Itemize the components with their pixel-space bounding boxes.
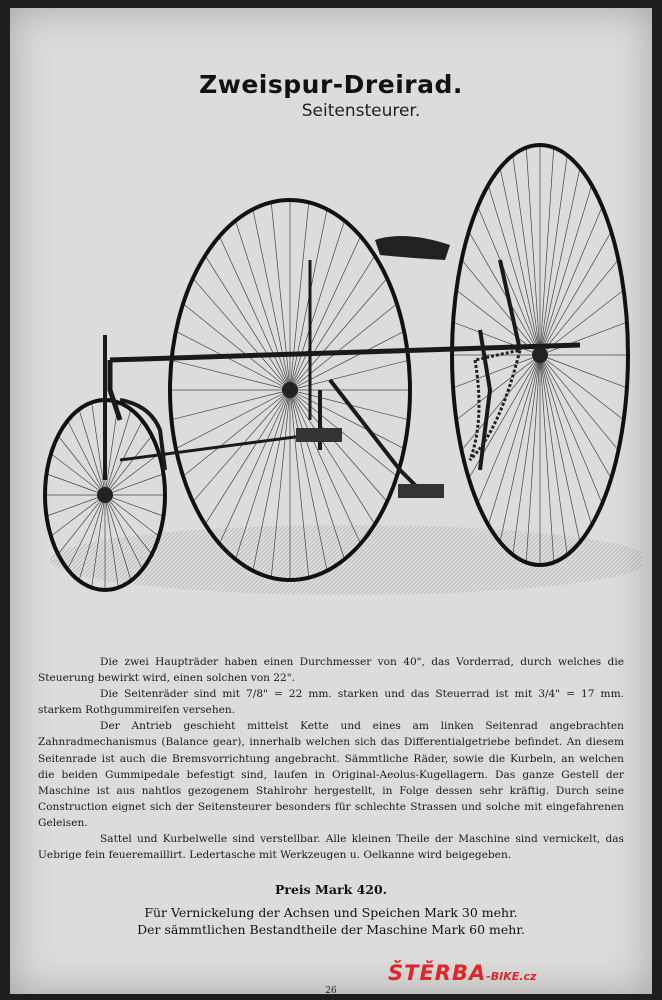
tricycle-illustration <box>20 130 642 600</box>
page-number: 26 <box>325 986 337 996</box>
description-text <box>38 654 624 863</box>
page-subtitle: Seitensteurer. <box>301 101 421 121</box>
description-paragraph: Die zwei Haupträder haben einen Durchmesser von 40", das Vorderrad, durch welches die Steuerung bewirkt wird, einen solchen von 22". <box>38 656 624 685</box>
right-pedal <box>398 484 444 498</box>
surcharge-line: Für Vernickelung der Achsen und Speichen Mark 30 mehr. <box>144 905 518 920</box>
watermark-main: ŠTĚRBA <box>388 961 487 985</box>
watermark-suffix: -BIKE.cz <box>486 970 537 983</box>
rear-left-wheel <box>170 200 410 580</box>
surcharge-line: Der sämmtlichen Bestandtheile der Maschine Mark 60 mehr. <box>137 922 525 937</box>
chain <box>470 350 520 460</box>
description-paragraph: Sattel und Kurbelwelle sind verstellbar. Alle kleinen Theile der Maschine sind vernickelt, das Uebrige fein feueremaillirt. Ledertasche mit Werkzeugen u. Oelkanne wird beigegeben. <box>38 833 624 862</box>
left-pedal <box>296 428 342 442</box>
description-paragraph: Der Antrieb geschieht mittelst Kette und eines am linken Seitenrad angebrachten Zahnradmechanismus (Balance gear), innerhalb welchen sich das Differentialgetriebe befindet. An diesem Seitenrade ist auch die Bremsvorrichtung angebracht. Sämmtliche Räder, sowie die Kurbeln, an welchen die beiden Gummipedale befestigt sind, laufen in Original-Aeolus-Kugellagern. Das ganze Gestell der Maschine ist aus nahtlos gezogenem Stahlrohr hergestellt, in Folge dessen sehr kräftig. Durch seine Construction eignet sich der Seitensteurer besonders für schlechte Strassen und solche mit eingefahrenen Geleisen. <box>38 720 624 829</box>
saddle <box>375 236 450 260</box>
page-title: Zweispur-Dreirad. <box>199 70 463 99</box>
rear-right-wheel <box>452 145 628 565</box>
price-line: Preis Mark 420. <box>274 882 388 897</box>
watermark <box>388 961 536 985</box>
description-paragraph: Die Seitenräder sind mit 7/8" = 22 mm. starken und das Steuerrad ist mit 3/4" = 17 mm. starkem Rothgummireifen versehen. <box>38 688 624 717</box>
